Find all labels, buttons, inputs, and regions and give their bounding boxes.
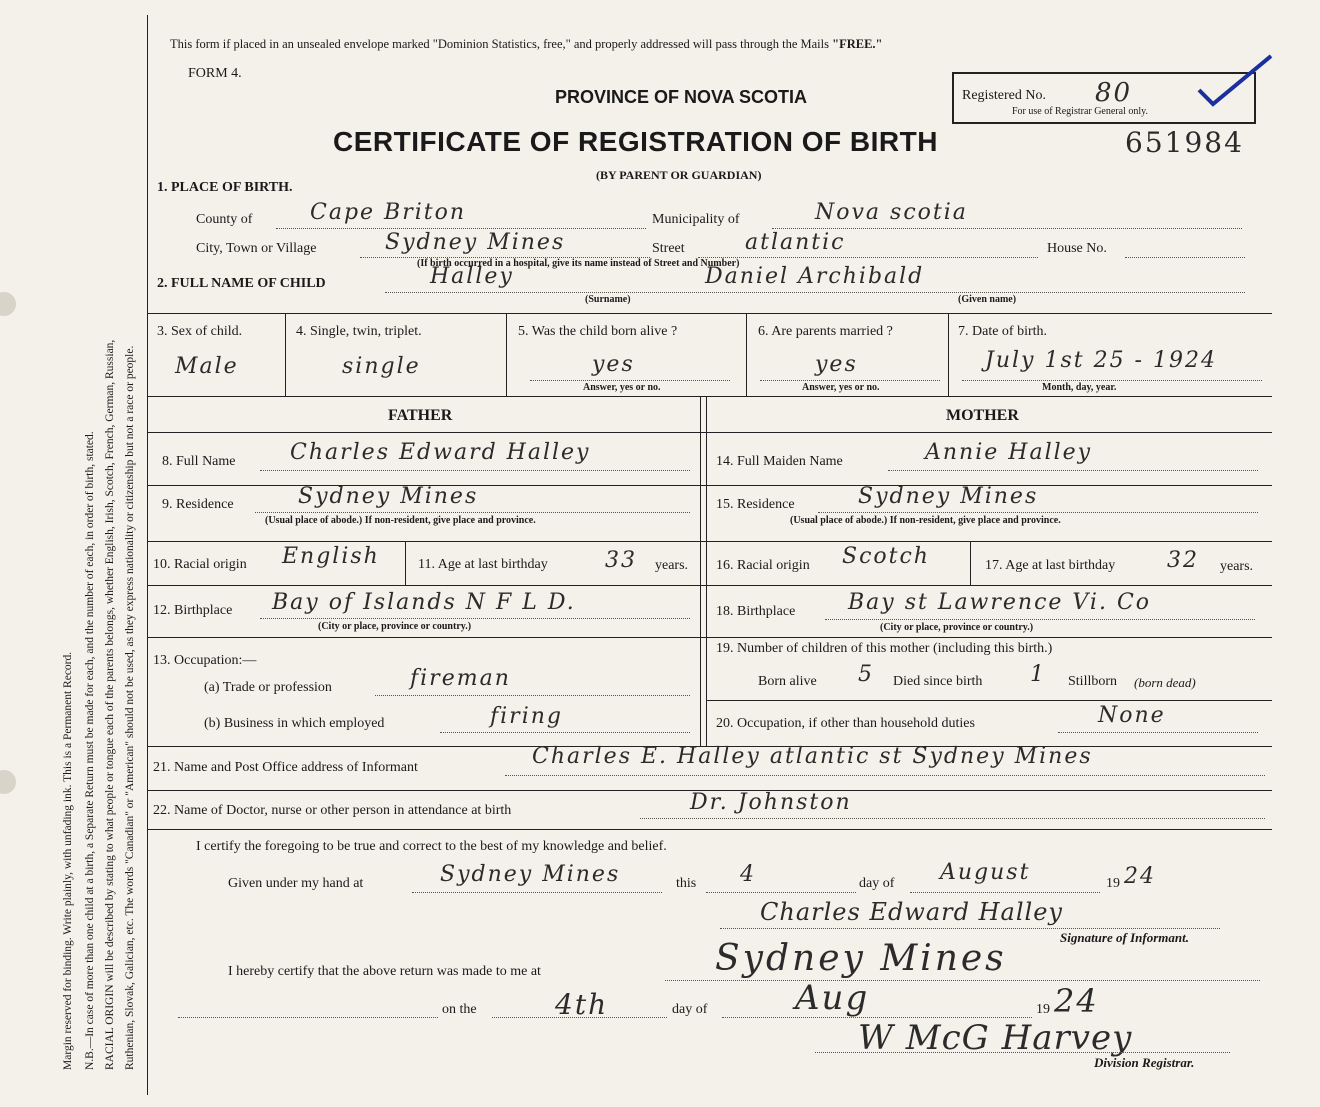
given-name-note: (Given name) [958,294,1017,305]
given-at-label: Given under my hand at [228,876,364,891]
answer-note: Answer, yes or no. [583,382,661,393]
registrar-statement: I hereby certify that the above return was made to me at [228,964,541,979]
born-alive-value: yes [592,352,635,377]
certificate-title: CERTIFICATE OF REGISTRATION OF BIRTH [333,126,938,157]
form-number: FORM 4. [188,66,242,81]
father-race-label: 10. Racial origin [153,557,247,572]
margin-note: Ruthenian, Slovak, Galician, etc. The words "Canadian" or "American" should not be used, as they express nationality or citizenship but not a race or people. [124,345,136,1070]
doctor-value: Dr. Johnston [690,790,852,815]
margin-note: N.B.—In case of more than one child at a birth, a Separate Return must be made for each, and the number of each, in order of birth, stated. [84,431,96,1070]
birthplace-note: (City or place, province or country.) [318,621,472,632]
mother-residence: Sydney Mines [858,484,1039,509]
father-residence-label: 9. Residence [162,497,234,512]
city-value: Sydney Mines [385,230,566,255]
born-alive-count-label: Born alive [758,674,817,689]
dob-label: 7. Date of birth. [958,324,1048,339]
years-label: years. [655,558,689,573]
child-given-name: Daniel Archibald [705,264,925,289]
years-label: years. [1220,559,1254,574]
county-label: County of [196,212,253,227]
father-trade: fireman [410,666,511,691]
certificate-subtitle: (BY PARENT OR GUARDIAN) [596,168,762,182]
on-the-label: on the [442,1002,477,1017]
registrar-place: Sydney Mines [715,938,1007,979]
mother-race-label: 16. Racial origin [716,558,810,573]
serial-number: 651984 [1125,126,1244,159]
informant-signature: Charles Edward Halley [760,898,1063,926]
margin-note: Margin reserved for binding. Write plainly, with unfading ink. This is a Permanent Record. [62,651,74,1070]
sex-value: Male [175,354,239,379]
registered-note: For use of Registrar General only. [1012,106,1148,117]
married-label: 6. Are parents married ? [758,324,893,339]
child-surname: Halley [430,264,514,289]
plurality-label: 4. Single, twin, triplet. [296,324,422,339]
died-count: 1 [1030,662,1046,687]
child-name-label: 2. FULL NAME OF CHILD [157,276,326,291]
day-of-label: day of [859,876,895,891]
mother-birthplace-label: 18. Birthplace [716,604,796,619]
province-heading: PROVINCE OF NOVA SCOTIA [555,87,808,107]
married-value: yes [815,352,858,377]
residence-note: (Usual place of abode.) If non-resident, give place and province. [790,515,1061,526]
city-label: City, Town or Village [196,241,317,256]
father-birthplace: Bay of Islands N F L D. [272,590,576,615]
place-heading: 1. PLACE OF BIRTH. [157,180,293,195]
mother-heading: MOTHER [946,407,1019,424]
father-heading: FATHER [388,407,453,424]
given-year: 24 [1124,864,1156,889]
surname-note: (Surname) [585,294,631,305]
given-place: Sydney Mines [440,862,621,887]
sex-label: 3. Sex of child. [157,324,243,339]
binding-hole [0,770,16,794]
father-race: English [282,544,380,569]
mother-age-label: 17. Age at last birthday [985,558,1116,573]
residence-note: (Usual place of abode.) If non-resident, give place and province. [265,515,536,526]
informant-label: 21. Name and Post Office address of Informant [153,760,418,775]
informant-signature-label: Signature of Informant. [1060,930,1189,945]
father-age-label: 11. Age at last birthday [418,557,548,572]
occupation-label: 13. Occupation:— [153,653,257,668]
father-business: firing [490,704,563,729]
mother-residence-label: 15. Residence [716,497,795,512]
mother-race: Scotch [842,544,930,569]
informant-value: Charles E. Halley atlantic st Sydney Mines [532,744,1093,769]
business-label: (b) Business in which employed [204,716,385,731]
year-prefix: 19 [1036,1002,1050,1017]
mother-occupation: None [1098,703,1166,728]
registrar-month: Aug [795,978,870,1018]
born-alive-count: 5 [858,662,874,687]
registrar-signature-label: Division Registrar. [1094,1055,1195,1070]
county-value: Cape Briton [310,200,467,225]
father-name-label: 8. Full Name [162,454,236,469]
birthplace-note: (City or place, province or country.) [880,622,1034,633]
dob-note: Month, day, year. [1042,382,1117,393]
stillborn-label: Stillborn [1068,674,1118,689]
house-label: House No. [1047,241,1107,256]
given-day: 4 [740,862,756,887]
certify-statement: I certify the foregoing to be true and correct to the best of my knowledge and belief. [196,839,667,854]
year-prefix: 19 [1106,876,1120,891]
doctor-label: 22. Name of Doctor, nurse or other person in attendance at birth [153,803,512,818]
dob-value: July 1st 25 - 1924 [985,348,1217,373]
died-label: Died since birth [893,674,983,689]
mother-name-label: 14. Full Maiden Name [716,454,843,469]
mother-age: 32 [1167,548,1199,573]
children-count-label: 19. Number of children of this mother (including this birth.) [716,641,1053,656]
municipality-value: Nova scotia [815,200,968,225]
margin-rule [147,15,148,1095]
father-birthplace-label: 12. Birthplace [153,603,233,618]
father-residence: Sydney Mines [298,484,479,509]
trade-label: (a) Trade or profession [204,680,332,695]
father-name: Charles Edward Halley [290,440,591,465]
registrar-day: 4th [555,988,609,1021]
father-age: 33 [605,548,637,573]
margin-note: RACIAL ORIGIN will be described by stating to what people or tongue each of the parents belongs, whether English, Irish, Scotch, French, German, Russian, [104,339,116,1070]
hospital-note: (If birth occurred in a hospital, give its name instead of Street and Number) [417,258,740,269]
municipality-label: Municipality of [652,212,740,227]
plurality-value: single [342,354,421,379]
born-alive-label: 5. Was the child born alive ? [518,324,678,339]
this-label: this [676,876,697,891]
checkmark-icon [1195,52,1275,108]
given-month: August [940,860,1031,885]
stillborn-note: (born dead) [1134,675,1196,690]
mail-notice: This form if placed in an unsealed envelope marked "Dominion Statistics, free," and properly addressed will pass through the Mails "FREE." [170,37,883,51]
registered-number: 80 [1095,78,1133,108]
answer-note: Answer, yes or no. [802,382,880,393]
mother-birthplace: Bay st Lawrence Vi. Co [848,590,1152,615]
day-of-label: day of [672,1002,708,1017]
street-label: Street [652,241,685,256]
binding-hole [0,292,16,316]
registered-label: Registered No. [962,88,1046,103]
registrar-year: 24 [1054,982,1099,1020]
street-value: atlantic [745,230,846,255]
mother-occupation-label: 20. Occupation, if other than household duties [716,716,975,731]
mother-name: Annie Halley [925,440,1093,465]
registrar-signature: W McG Harvey [858,1018,1133,1058]
